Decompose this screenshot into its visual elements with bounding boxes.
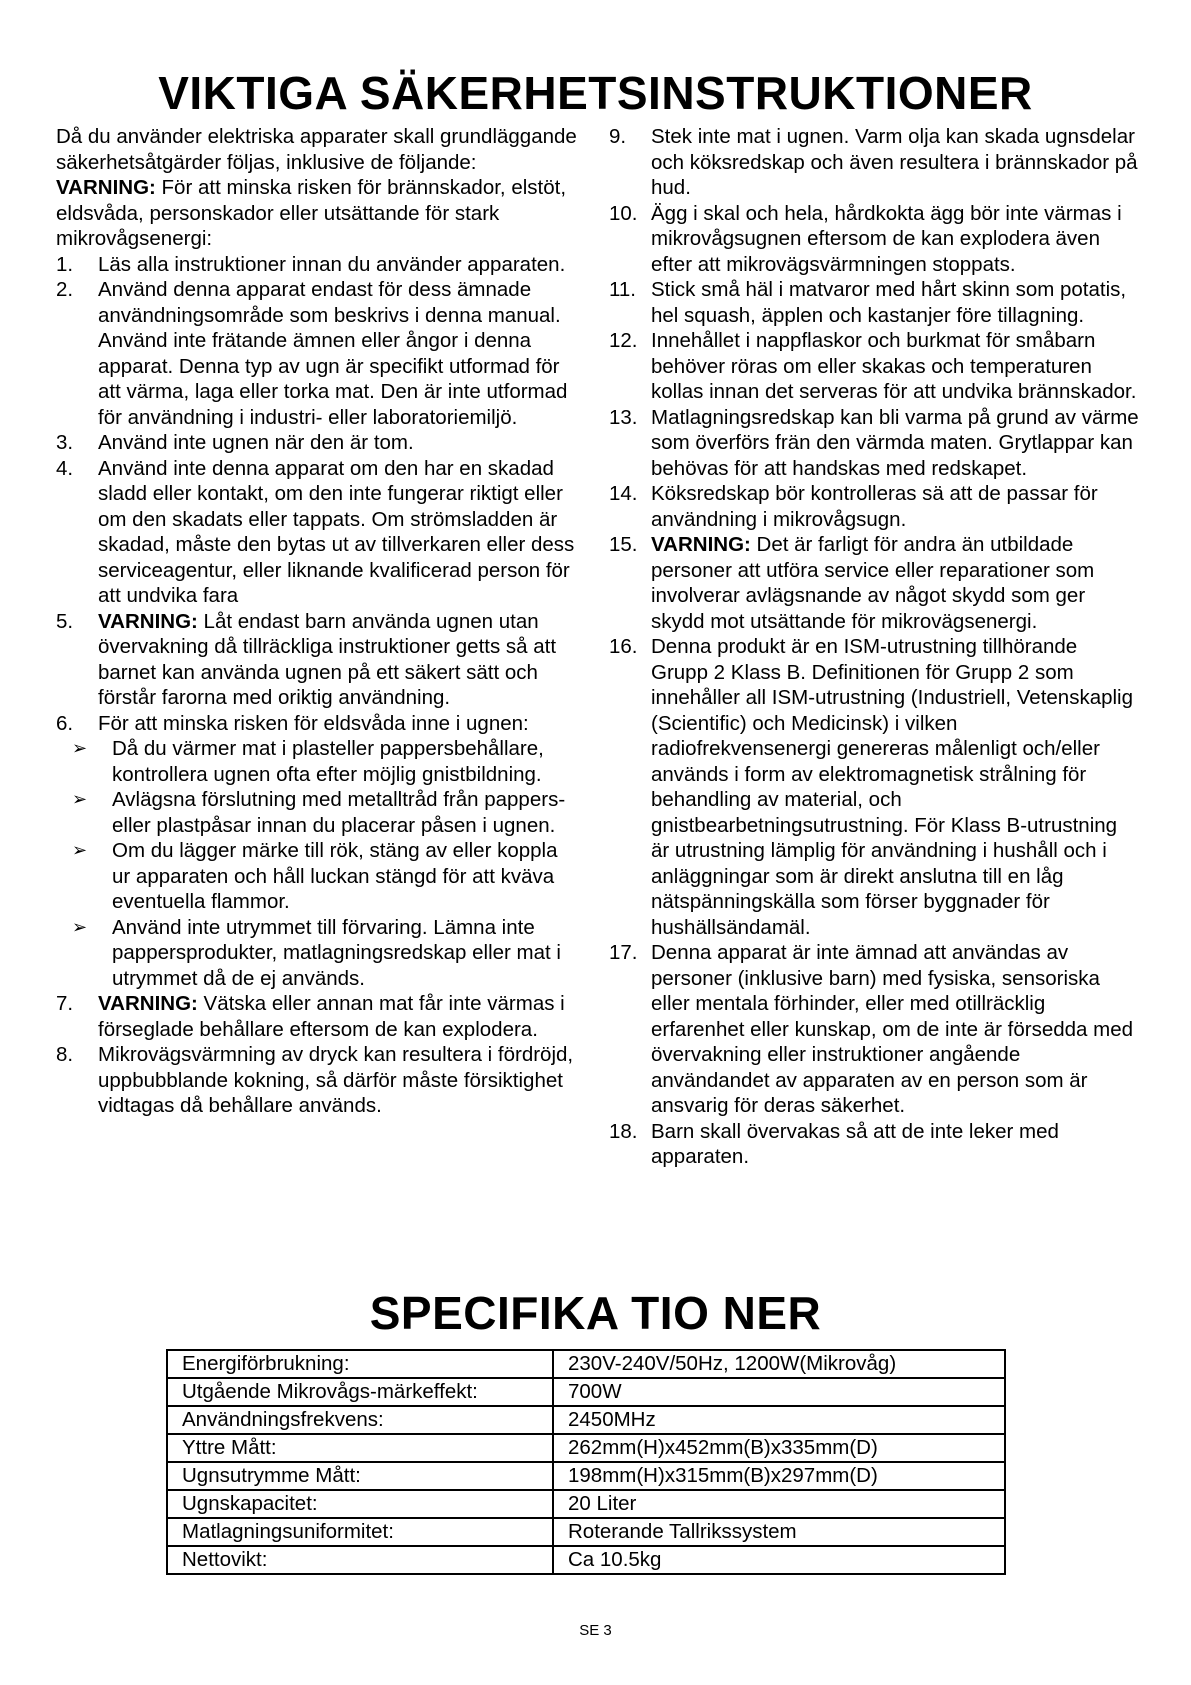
list-item (56, 277, 581, 430)
item-number: 3. (56, 431, 74, 454)
item-number: 1. (56, 252, 74, 276)
spec-label: Matlagningsuniformitet: (167, 1518, 553, 1546)
list-item (56, 711, 581, 992)
item-text: Innehållet i nappflaskor och burkmat för småbarn behöver röras om eller skakas och temperaturen kollas innan det serveras för att undvika brännskador. (651, 329, 1137, 403)
table-row (167, 1546, 1005, 1574)
spec-label: Energiförbrukning: (167, 1350, 553, 1378)
page-number: SE 3 (579, 1622, 612, 1639)
item-text: Mikrovägsvärmning av dryck kan resultera i fördröjd, uppbubblande kokning, så därför måste försiktighet vidtagas då behållare används. (98, 1043, 574, 1117)
spec-value: 262mm(H)x452mm(B)x335mm(D) (553, 1434, 1005, 1462)
item-text: Läs alla instruktioner innan du använder apparaten. (98, 252, 566, 276)
table-row (167, 1490, 1005, 1518)
item-text: Matlagningsredskap kan bli varma på grund av värme som överförs frän den värmda maten. Grytlappar kan behövas för att handskas med redskapet. (651, 405, 1139, 480)
list-item (56, 991, 581, 1042)
list-item (609, 328, 1139, 405)
item-number: 14. (609, 482, 638, 505)
spec-value: Ca 10.5kg (553, 1546, 1005, 1574)
list-item (56, 609, 581, 711)
list-item (56, 430, 581, 456)
item-text: Stick små häl i matvaror med hårt skinn som potatis, hel squash, äpplen och kastanjer före tillagning. (651, 278, 1127, 327)
item-number: 2. (56, 278, 74, 301)
item-bold: VARNING: (651, 533, 751, 556)
spec-value: 20 Liter (553, 1490, 1005, 1518)
spec-value: 230V-240V/50Hz, 1200W(Mikrovåg) (553, 1350, 1005, 1378)
arrow-bullet-icon: ➢ (72, 738, 88, 758)
sub-list-item (56, 838, 581, 915)
spec-value: 198mm(H)x315mm(B)x297mm(D) (553, 1462, 1005, 1490)
item-text: För att minska risken för eldsvåda inne i ugnen: (98, 711, 529, 735)
intro-text: Då du använder elektriska apparater skall grundläggande säkerhetsåtgärder följas, inklusive de följande: (56, 125, 577, 174)
item-text: Låt endast barn använda ugnen utan övervakning då tillräckliga instruktioner getts så att barnet kan använda ugnen på ett säkert sätt och förstår farorna med oriktig användning. (98, 609, 557, 709)
item-number: 15. (609, 533, 638, 556)
list-item (56, 252, 581, 278)
sub-list-item (56, 736, 581, 787)
item-number: 6. (56, 711, 74, 735)
list-item (609, 1119, 1139, 1170)
warning-label: VARNING: (56, 176, 156, 199)
right-column (609, 124, 1139, 1170)
item-number: 5. (56, 609, 74, 633)
item-number: 12. (609, 329, 638, 352)
instruction-list-left (56, 252, 581, 1119)
item-text: Använd inte denna apparat om den har en skadad sladd eller kontakt, om den inte fungerar riktigt eller om den skadats eller tappats. Om strömsladden är skadad, måste den bytas ut av tillverkaren eller dess serviceagentur, eller liknande kvalificerad person för att undvika fara (98, 456, 575, 607)
sub-item-text: Om du lägger märke till rök, stäng av eller koppla ur apparaten och håll luckan stängd för att kväva eventuella flammor. (112, 839, 558, 913)
item-number: 11. (609, 278, 636, 301)
spec-label: Användningsfrekvens: (167, 1406, 553, 1434)
warning-text: För att minska risken för brännskador, elstöt, eldsvåda, personskador eller utsättande för stark mikrovågsenergi: (56, 176, 567, 250)
sub-list-item (56, 787, 581, 838)
list-item (609, 634, 1139, 940)
table-row (167, 1434, 1005, 1462)
item-text: Använd denna apparat endast för dess ämnade användningsområde som beskrivs i denna manual. Använd inte frätande ämnen eller ångor i denna apparat. Denna typ av ugn är specifikt utformad för att värma, laga eller torka mat. Den är inte utformad för användning i industri- eller laboratoriemiljö. (98, 278, 568, 429)
item-number: 13. (609, 405, 638, 429)
item-number: 9. (609, 125, 627, 148)
item-text: Denna produkt är en ISM-utrustning tillhörande Grupp 2 Klass B. Definitionen för Grupp 2 som innehåller all ISM-utrustning (Industriell, Vetenskaplig (Scientific) och Medicinsk) i vilken radiofrekvensenergi genereras målenligt och/eller används i form av elektromagnetisk strålning för behandling av material, och gnistbearbetningsutrustning. För Klass B-utrustning är utrustning lämplig för användning i hushåll och i anläggningar som är direkt anslutna till en låg nätspänningskälla som förser byggnader för hushällsändamäl. (651, 635, 1134, 939)
arrow-bullet-icon: ➢ (72, 789, 88, 809)
sub-item-text: Avlägsna förslutning med metalltråd från pappers- eller plastpåsar innan du placerar påsen i ugnen. (112, 788, 566, 837)
spec-value: 2450MHz (553, 1406, 1005, 1434)
item-number: 18. (609, 1119, 638, 1143)
spec-label: Yttre Mått: (167, 1434, 553, 1462)
item-bold: VARNING: (98, 609, 198, 633)
list-item (609, 405, 1139, 482)
sub-list-item (56, 915, 581, 992)
item-number: 10. (609, 201, 638, 225)
warning-paragraph (56, 175, 581, 252)
spec-value: 700W (553, 1378, 1005, 1406)
item-text: Det är farligt för andra än utbildade personer att utföra service eller reparationer som involverar avlägsnande av något skydd som ger skydd mot utsättande för mikrovägsenergi. (651, 533, 1095, 633)
item-number: 16. (609, 635, 638, 658)
list-item (609, 940, 1139, 1119)
sub-item-text: Då du värmer mat i plasteller pappersbehållare, kontrollera ugnen ofta efter möjlig gnistbildning. (112, 737, 544, 786)
spec-label: Nettovikt: (167, 1546, 553, 1574)
item-text: Köksredskap bör kontrolleras sä att de passar för användning i mikrovågsugn. (651, 482, 1098, 531)
list-item (609, 201, 1139, 278)
table-row (167, 1462, 1005, 1490)
item-number: 8. (56, 1043, 74, 1066)
item-text: Stek inte mat i ugnen. Varm olja kan skada ugnsdelar och köksredskap och även resultera i brännskador på hud. (651, 125, 1138, 199)
item-text: Denna apparat är inte ämnad att användas av personer (inklusive barn) med fysiska, sensoriska eller mentala förhinder, eller med otillräcklig erfarenhet eller kunskap, om de inte är försedda med övervakning eller instruktioner angående användandet av apparaten av en person som är ansvarig för deras säkerhet. (651, 941, 1134, 1117)
list-item (609, 532, 1139, 634)
specifications-table (166, 1349, 1006, 1575)
item-text: Använd inte ugnen när den är tom. (98, 431, 414, 454)
table-row (167, 1378, 1005, 1406)
list-item (609, 277, 1139, 328)
arrow-bullet-icon: ➢ (72, 916, 88, 937)
item-text: Ägg i skal och hela, hårdkokta ägg bör inte värmas i mikrovågsugnen eftersom de kan explodera även efter att mikrovägsvärmningen stoppats. (651, 201, 1122, 276)
table-row (167, 1406, 1005, 1434)
item-text: Barn skall övervakas så att de inte leker med apparaten. (651, 1119, 1059, 1168)
arrow-bullet-icon: ➢ (72, 840, 88, 860)
list-item (609, 481, 1139, 532)
spec-label: Ugnskapacitet: (167, 1490, 553, 1518)
item-number: 4. (56, 456, 74, 480)
table-row (167, 1518, 1005, 1546)
item-text: Vätska eller annan mat får inte värmas i förseglade behållare eftersom de kan explodera. (98, 992, 565, 1041)
list-item (56, 456, 581, 609)
list-item (56, 1042, 581, 1119)
item-bold: VARNING: (98, 992, 198, 1015)
spec-value: Roterande Tallrikssystem (553, 1518, 1005, 1546)
item-number: 7. (56, 992, 74, 1015)
instruction-list-right (609, 124, 1139, 1170)
sub-item-text: Använd inte utrymmet till förvaring. Lämna inte pappersprodukter, matlagningsredskap eller mat i utrymmet då de ej används. (112, 915, 561, 990)
sub-list (72, 736, 581, 991)
left-column (56, 124, 581, 1119)
specifications-title: SPECIFIKA TIO NER (369, 1287, 822, 1339)
spec-label: Ugnsutrymme Mått: (167, 1462, 553, 1490)
page-title: VIKTIGA SÄKERHETSINSTRUKTIONER (158, 67, 1033, 119)
item-number: 17. (609, 941, 638, 964)
list-item (609, 124, 1139, 201)
table-row (167, 1350, 1005, 1378)
spec-label: Utgående Mikrovågs-märkeffekt: (167, 1378, 553, 1406)
